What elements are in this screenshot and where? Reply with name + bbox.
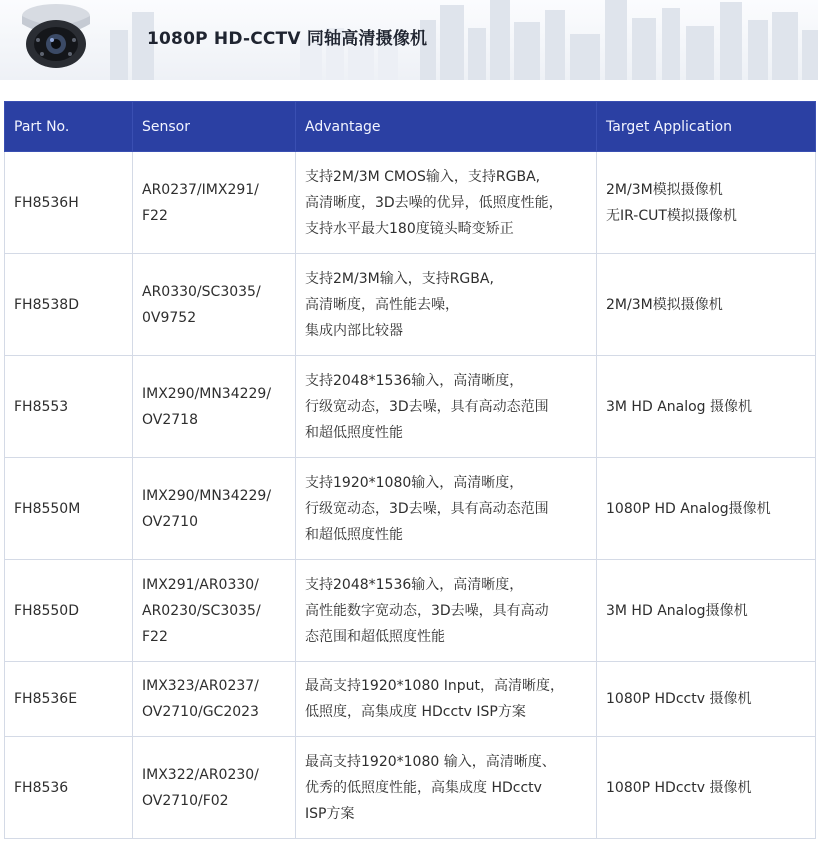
table-header-row bbox=[5, 102, 816, 152]
cell-part-no: FH8538D bbox=[5, 254, 133, 356]
cell-sensor: AR0237/IMX291/ F22 bbox=[133, 152, 296, 254]
dome-camera-icon bbox=[12, 0, 92, 74]
column-header-target-application: Target Application bbox=[597, 102, 816, 152]
cell-sensor: IMX291/AR0330/ AR0230/SC3035/ F22 bbox=[133, 560, 296, 662]
table-row bbox=[5, 152, 816, 254]
table-row bbox=[5, 458, 816, 560]
cell-sensor: AR0330/SC3035/ 0V9752 bbox=[133, 254, 296, 356]
cell-advantage: 支持2048*1536输入，高清晰度， 行级宽动态，3D去噪，具有高动态范围 和超低照度性能 bbox=[296, 356, 597, 458]
cell-part-no: FH8536 bbox=[5, 737, 133, 839]
product-spec-table bbox=[4, 101, 816, 839]
cell-part-no: FH8553 bbox=[5, 356, 133, 458]
column-header-part-no: Part No. bbox=[5, 102, 133, 152]
cell-advantage: 支持2M/3M输入，支持RGBA, 高清晰度，高性能去噪， 集成内部比较器 bbox=[296, 254, 597, 356]
cell-sensor: IMX323/AR0237/ OV2710/GC2023 bbox=[133, 662, 296, 737]
cell-part-no: FH8550D bbox=[5, 560, 133, 662]
banner bbox=[0, 0, 818, 80]
column-header-advantage: Advantage bbox=[296, 102, 597, 152]
cell-target-application: 1080P HD Analog摄像机 bbox=[597, 458, 816, 560]
cell-part-no: FH8536H bbox=[5, 152, 133, 254]
table-row bbox=[5, 737, 816, 839]
cell-sensor: IMX290/MN34229/ OV2710 bbox=[133, 458, 296, 560]
cell-part-no: FH8536E bbox=[5, 662, 133, 737]
cell-advantage: 支持2048*1536输入，高清晰度， 高性能数字宽动态，3D去噪，具有高动 态范围和超低照度性能 bbox=[296, 560, 597, 662]
cell-advantage: 支持1920*1080输入，高清晰度， 行级宽动态，3D去噪，具有高动态范围 和超低照度性能 bbox=[296, 458, 597, 560]
cell-target-application: 2M/3M模拟摄像机 无IR-CUT模拟摄像机 bbox=[597, 152, 816, 254]
table-row bbox=[5, 662, 816, 737]
cell-target-application: 3M HD Analog 摄像机 bbox=[597, 356, 816, 458]
column-header-sensor: Sensor bbox=[133, 102, 296, 152]
cell-advantage: 支持2M/3M CMOS输入，支持RGBA, 高清晰度，3D去噪的优异，低照度性能， 支持水平最大180度镜头畸变矫正 bbox=[296, 152, 597, 254]
table-row bbox=[5, 254, 816, 356]
table-row bbox=[5, 560, 816, 662]
cell-advantage: 最高支持1920*1080 输入，高清晰度、 优秀的低照度性能，高集成度 HDcctv ISP方案 bbox=[296, 737, 597, 839]
cell-target-application: 1080P HDcctv 摄像机 bbox=[597, 662, 816, 737]
cell-target-application: 1080P HDcctv 摄像机 bbox=[597, 737, 816, 839]
cell-part-no: FH8550M bbox=[5, 458, 133, 560]
table-row bbox=[5, 356, 816, 458]
cell-advantage: 最高支持1920*1080 Input，高清晰度， 低照度，高集成度 HDcctv ISP方案 bbox=[296, 662, 597, 737]
cell-sensor: IMX290/MN34229/ OV2718 bbox=[133, 356, 296, 458]
cell-target-application: 2M/3M模拟摄像机 bbox=[597, 254, 816, 356]
page-title: 1080P HD-CCTV 同轴高清摄像机 bbox=[147, 29, 428, 49]
cell-sensor: IMX322/AR0230/ OV2710/F02 bbox=[133, 737, 296, 839]
cell-target-application: 3M HD Analog摄像机 bbox=[597, 560, 816, 662]
